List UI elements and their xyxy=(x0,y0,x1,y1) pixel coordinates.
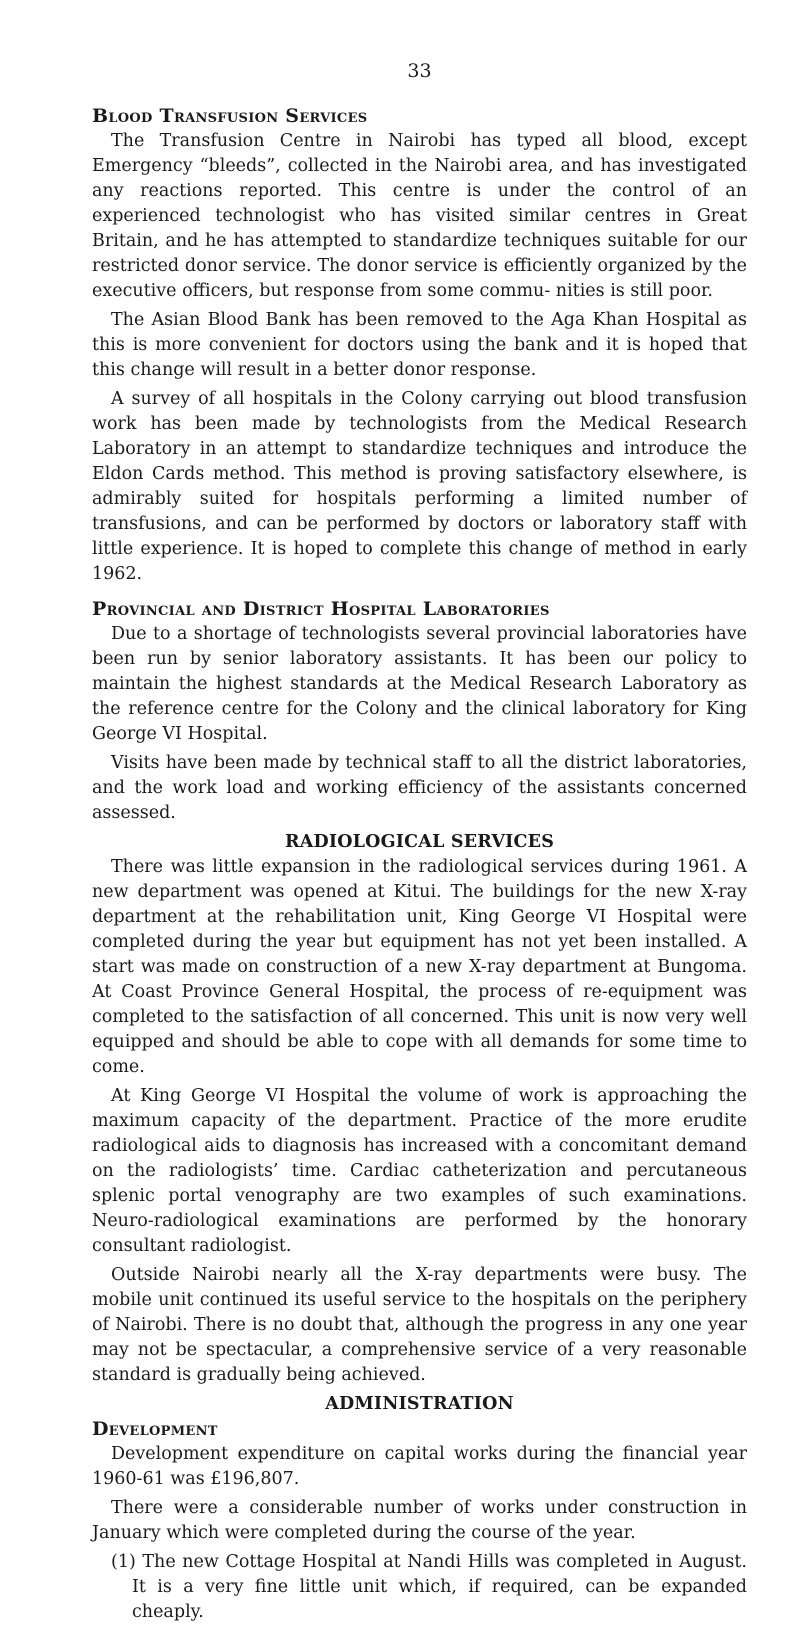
paragraph: Due to a shortage of technologists several provincial laboratories have been run by senior laboratory assistants. It has been our policy to maintain the highest standards at the Medical Research Laboratory as the reference centre for the Colony and the clinical laboratory for King George VI Hospital. xyxy=(92,624,747,744)
section-heading: Provincial and District Hospital Laboratories xyxy=(92,598,550,620)
subsection-heading: Development xyxy=(92,1418,218,1440)
section-heading: ADMINISTRATION xyxy=(325,1394,514,1414)
section-heading: RADIOLOGICAL SERVICES xyxy=(284,832,555,852)
section-blood-transfusion xyxy=(92,104,747,587)
paragraph: The Transfusion Centre in Nairobi has typed all blood, except Emergency “bleeds”, collected in the Nairobi area, and has investigated any reactions reported. This centre is under the control of an experienced technologist who has visited similar centres in Great Britain, and he has attempted to standardize techniques suitable for our restricted donor service. The donor service is efficiently organized by the executive officers, but response from some commu- nities is still poor. xyxy=(92,131,747,301)
paragraph: Visits have been made by technical staff to all the district laboratories, and the work load and working efficiency of the assistants concerned assessed. xyxy=(92,753,747,823)
paragraph: There was little expansion in the radiological services during 1961. A new department was opened at Kitui. The buildings for the new X-ray department at the rehabilitation unit, King George VI Hospital were completed during the year but equipment has not yet been installed. A start was made on construction of a new X-ray department at Bungoma. At Coast Province General Hospital, the process of re-equipment was completed to the satisfaction of all concerned. This unit is now very well equipped and should be able to cope with all demands for some time to come. xyxy=(92,857,747,1077)
paragraph: Outside Nairobi nearly all the X-ray departments were busy. The mobile unit continued its useful service to the hospitals on the periphery of Nairobi. There is no doubt that, although the progress in any one year may not be spectacular, a comprehensive service of a very reasonable standard is gradually being achieved. xyxy=(92,1265,747,1385)
paragraph: Development expenditure on capital works during the financial year 1960-61 was £196,807. xyxy=(92,1444,747,1489)
section-administration xyxy=(92,1392,747,1625)
paragraph: At King George VI Hospital the volume of work is approaching the maximum capacity of the department. Practice of the more erudite radiological aids to diagnosis has increased with a concomitant demand on the radiologists’ time. Cardiac catheterization and percutaneous splenic portal venography are two examples of such examinations. Neuro-radiological examinations are performed by the honorary consultant radiologist. xyxy=(92,1086,747,1256)
section-radiological xyxy=(92,830,747,1388)
section-provincial-labs xyxy=(92,597,747,826)
list-item: (1) The new Cottage Hospital at Nandi Hills was completed in August. It is a very fine little unit which, if required, can be expanded cheaply. xyxy=(111,1552,747,1622)
paragraph: A survey of all hospitals in the Colony carrying out blood transfusion work has been made by technologists from the Medical Research Laboratory in an attempt to standardize techniques and introduce the Eldon Cards method. This method is proving satisfactory elsewhere, is admirably suited for hospitals performing a limited number of transfusions, and can be performed by doctors or laboratory staff with little experience. It is hoped to complete this change of method in early 1962. xyxy=(92,389,747,584)
page-number: 33 xyxy=(407,60,432,82)
paragraph: The Asian Blood Bank has been removed to the Aga Khan Hospital as this is more convenient for doctors using the bank and it is hoped that this change will result in a better donor response. xyxy=(92,310,747,380)
section-heading: Blood Transfusion Services xyxy=(92,105,368,127)
paragraph: There were a considerable number of works under construction in January which were completed during the course of the year. xyxy=(92,1498,747,1543)
